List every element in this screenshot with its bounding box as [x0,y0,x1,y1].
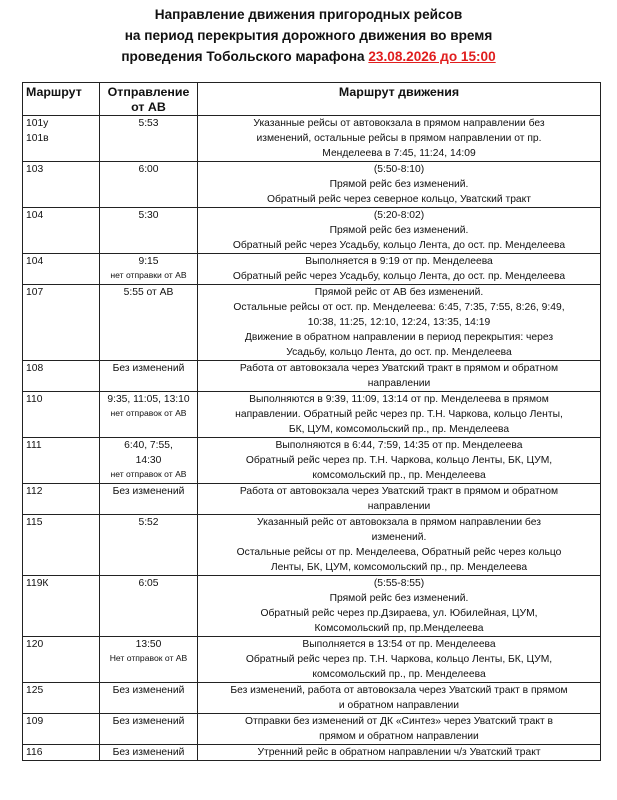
departure-time: 6:05 [138,578,159,589]
description-line: прямом и обратном направлении [319,731,479,742]
route-description-cell [198,438,601,484]
table-row [23,515,601,576]
table-row [23,484,601,515]
route-number-cell [23,392,100,438]
description-line: Остальные рейсы от ост. пр. Менделеева: 6:45, 7:35, 7:55, 8:26, 9:49, [233,302,565,313]
description-line: Обратный рейс через пр. Т.Н. Чаркова, кольцо Ленты, БК, ЦУМ, [245,654,553,665]
route-description-cell [198,361,601,392]
description-line: Обратный рейс через Усадьбу, кольцо Лента, до ост. пр. Менделеева [232,271,566,282]
departure-time: 5:52 [138,517,159,528]
description-line: Выполняется в 13:54 от пр. Менделеева [302,639,496,650]
table-row [23,683,601,714]
description-line: Выполняются в 9:39, 11:09, 13:14 от пр. Менделеева в прямом [249,394,549,405]
route-number-cell [23,484,100,515]
route-number-cell [23,162,100,208]
title-date-highlight: 23.08.2026 до 15:00 [368,49,496,64]
description-line: направлении. Обратный рейс через пр. Т.Н. Чаркова, кольцо Ленты, [235,409,563,420]
description-line: комсомольский пр., пр. Менделеева [312,470,486,481]
description-line: Отправки без изменений от ДК «Синтез» через Уватский тракт в [244,716,554,727]
document-title [0,4,617,67]
description-line: Выполняется в 9:19 от пр. Менделеева [305,256,493,267]
description-line: (5:55-8:55) [373,578,425,589]
description-line: БК, ЦУМ, комсомольский пр., пр. Менделеева [288,424,510,435]
description-line: Обратный рейс через пр. Т.Н. Чаркова, кольцо Ленты, БК, ЦУМ, [245,455,553,466]
departure-time: 6:00 [138,164,159,175]
route-description-cell [198,714,601,745]
route-number-cell [23,576,100,637]
route-number: 103 [26,164,44,175]
route-number-cell [23,515,100,576]
description-line: (5:50-8:10) [373,164,425,175]
description-line: Обратный рейс через северное кольцо, Уватский тракт [266,194,531,205]
description-line: Обратный рейс через пр.Дзираева, ул. Юбилейная, ЦУМ, [260,608,538,619]
route-number-cell [23,438,100,484]
column-header-description: Маршрут движения [198,83,601,116]
route-number: 101в [26,133,49,144]
departure-time: Без изменений [112,363,185,374]
route-description-cell [198,515,601,576]
departure-time: 13:50 [135,639,162,650]
description-line: Работа от автовокзала через Уватский тракт в прямом и обратном [239,363,559,374]
route-number: 101у [26,118,49,129]
departure-note: нет отправки от АВ [110,270,187,280]
table-row [23,438,601,484]
departure-time: 6:40, 7:55, [124,440,173,451]
route-description-cell [198,745,601,761]
description-line: Остальные рейсы от пр. Менделеева, Обратный рейс через кольцо [236,547,562,558]
description-line: Прямой рейс без изменений. [329,593,469,604]
route-number-cell [23,683,100,714]
description-line: Указанные рейсы от автовокзала в прямом направлении без [253,118,545,129]
departure-cell [100,714,198,745]
departure-cell [100,438,198,484]
route-description-cell [198,576,601,637]
description-line: комсомольский пр., пр. Менделеева [312,669,486,680]
route-number-cell [23,745,100,761]
departure-cell [100,745,198,761]
description-line: направлении [367,501,431,512]
route-description-cell [198,683,601,714]
departure-cell [100,515,198,576]
description-line: Утренний рейс в обратном направлении ч/з Уватский тракт [257,747,541,758]
table-row [23,254,601,285]
title-line-2: на период перекрытия дорожного движения во время [124,28,493,43]
route-description-cell [198,254,601,285]
departure-time: 14:30 [135,455,162,466]
description-line: Комсомольский пр, пр.Менделеева [314,623,484,634]
route-number: 104 [26,210,44,221]
table-row [23,285,601,361]
departure-time: 5:55 от АВ [123,287,174,298]
route-number-cell [23,714,100,745]
departure-time: Без изменений [112,747,185,758]
route-number-cell [23,361,100,392]
table-row [23,576,601,637]
description-line: Ленты, БК, ЦУМ, комсомольский пр., пр. Менделеева [270,562,528,573]
description-line: Обратный рейс через Усадьбу, кольцо Лента, до ост. пр. Менделеева [232,240,566,251]
departure-time: 9:35, 11:05, 13:10 [107,394,190,405]
description-line: изменений, остальные рейсы в прямом направлении от пр. [256,133,542,144]
departure-time: Без изменений [112,685,185,696]
schedule-table [22,82,601,761]
description-line: Без изменений, работа от автовокзала через Уватский тракт в прямом [230,685,568,696]
table-row [23,116,601,162]
route-number: 111 [26,440,42,451]
description-line: и обратном направлении [338,700,460,711]
route-number-cell [23,116,100,162]
description-line: Выполняются в 6:44, 7:59, 14:35 от пр. Менделеева [275,440,523,451]
table-row [23,162,601,208]
table-row [23,714,601,745]
route-number: 110 [26,394,43,405]
column-header-route: Маршрут [23,83,100,116]
route-number-cell [23,285,100,361]
description-line: 10:38, 11:25, 12:10, 12:24, 13:35, 14:19 [307,317,491,328]
description-line: Движение в обратном направлении в период перекрытия: через [244,332,554,343]
departure-note: нет отправок от АВ [110,469,187,479]
description-line: Прямой рейс без изменений. [329,179,469,190]
description-line: Прямой рейс от АВ без изменений. [314,287,484,298]
description-line: (5:20-8:02) [373,210,425,221]
departure-cell [100,285,198,361]
table-row [23,361,601,392]
column-header-departure: Отправление от АВ [100,83,198,116]
route-description-cell [198,208,601,254]
route-number: 120 [26,639,44,650]
departure-cell [100,116,198,162]
table-row [23,637,601,683]
departure-cell [100,576,198,637]
description-line: Усадьбу, кольцо Лента, до ост. пр. Менделеева [286,347,512,358]
description-line: направлении [367,378,431,389]
title-line-1: Направление движения пригородных рейсов [154,7,463,22]
table-row [23,208,601,254]
route-number: 116 [26,747,43,758]
route-number: 119К [26,578,49,589]
route-number: 104 [26,256,44,267]
route-number-cell [23,208,100,254]
route-number: 115 [26,517,43,528]
table-row [23,745,601,761]
title-line-3 [0,46,617,67]
route-number-cell [23,637,100,683]
description-line: Прямой рейс без изменений. [329,225,469,236]
departure-cell [100,637,198,683]
departure-time: 5:53 [138,118,159,129]
route-number: 125 [26,685,44,696]
route-number: 109 [26,716,44,727]
departure-cell [100,254,198,285]
departure-cell [100,484,198,515]
departure-time: Без изменений [112,486,185,497]
departure-cell [100,683,198,714]
route-number: 112 [26,486,43,497]
departure-time: 9:15 [138,256,159,267]
route-number: 107 [26,287,44,298]
route-description-cell [198,116,601,162]
route-description-cell [198,162,601,208]
departure-cell [100,208,198,254]
departure-cell [100,392,198,438]
table-header-row [23,83,601,116]
description-line: изменений. [371,532,427,543]
departure-time: Без изменений [112,716,185,727]
route-description-cell [198,484,601,515]
departure-cell [100,162,198,208]
route-description-cell [198,392,601,438]
description-line: Работа от автовокзала через Уватский тракт в прямом и обратном [239,486,559,497]
departure-note: нет отправок от АВ [110,408,187,418]
departure-cell [100,361,198,392]
description-line: Менделеева в 7:45, 11:24, 14:09 [322,148,476,159]
route-description-cell [198,637,601,683]
title-line-3-text: проведения Тобольского марафона [121,49,369,64]
departure-note: Нет отправок от АВ [109,653,188,663]
departure-time: 5:30 [138,210,159,221]
description-line: Указанный рейс от автовокзала в прямом направлении без [257,517,541,528]
table-row [23,392,601,438]
route-description-cell [198,285,601,361]
route-number: 108 [26,363,44,374]
route-number-cell [23,254,100,285]
